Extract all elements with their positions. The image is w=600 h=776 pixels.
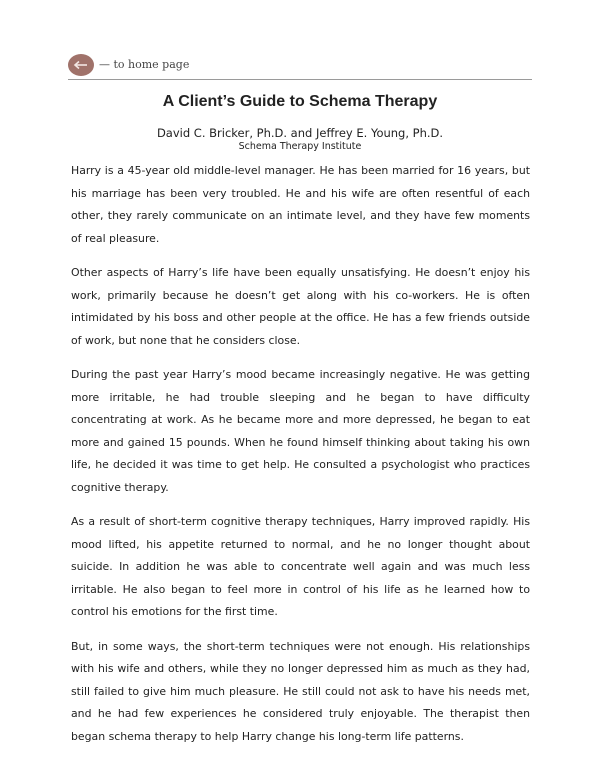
institute: Schema Therapy Institute — [238, 141, 362, 152]
paragraph: But, in some ways, the short-term techniques were not enough. His relationships with his wife and others, while they no longer depressed him as much as they had, still failed to give him much pleasure. He still could not ask to have his needs met, and he had few experiences he considered truly enjoyable. The therapist then began schema therapy to help Harry change his long-term life patterns. — [71, 639, 530, 743]
paragraph: Other aspects of Harry’s life have been equally unsatisfying. He doesn’t enjoy his work, primarily because he doesn’t get along with his co-workers. He is often intimidated by his boss and other people at the office. He has a few friends outside of work, but none that he considers close. — [71, 266, 530, 347]
arrow-left-icon — [73, 60, 89, 70]
top-navigation — [68, 54, 532, 80]
home-button[interactable] — [68, 54, 94, 76]
article-body — [71, 160, 530, 760]
home-link[interactable]: — to home page — [99, 58, 190, 71]
authors: David C. Bricker, Ph.D. and Jeffrey E. Young, Ph.D. — [156, 126, 444, 140]
header-divider — [68, 79, 532, 80]
paragraph: As a result of short-term cognitive therapy techniques, Harry improved rapidly. His mood lifted, his appetite returned to normal, and he no longer thought about suicide. In addition he was able to concentrate well again and was much less irritable. He also began to feel more in control of his life as he learned how to control his emotions for the first time. — [71, 515, 530, 618]
page-title: A Client’s Guide to Schema Therapy — [162, 93, 438, 110]
paragraph: Harry is a 45-year old middle-level manager. He has been married for 16 years, but his marriage has been very troubled. He and his wife are often resentful of each other, they rarely communicate on an intimate level, and they have few moments of real pleasure. — [71, 164, 530, 245]
paragraph: During the past year Harry’s mood became increasingly negative. He was getting more irritable, he had trouble sleeping and he began to have difficulty concentrating at work. As he became more and more depressed, he began to eat more and gained 15 pounds. When he found himself thinking about taking his own life, he decided it was time to get help. He consulted a psychologist who practices cognitive therapy. — [71, 368, 530, 494]
